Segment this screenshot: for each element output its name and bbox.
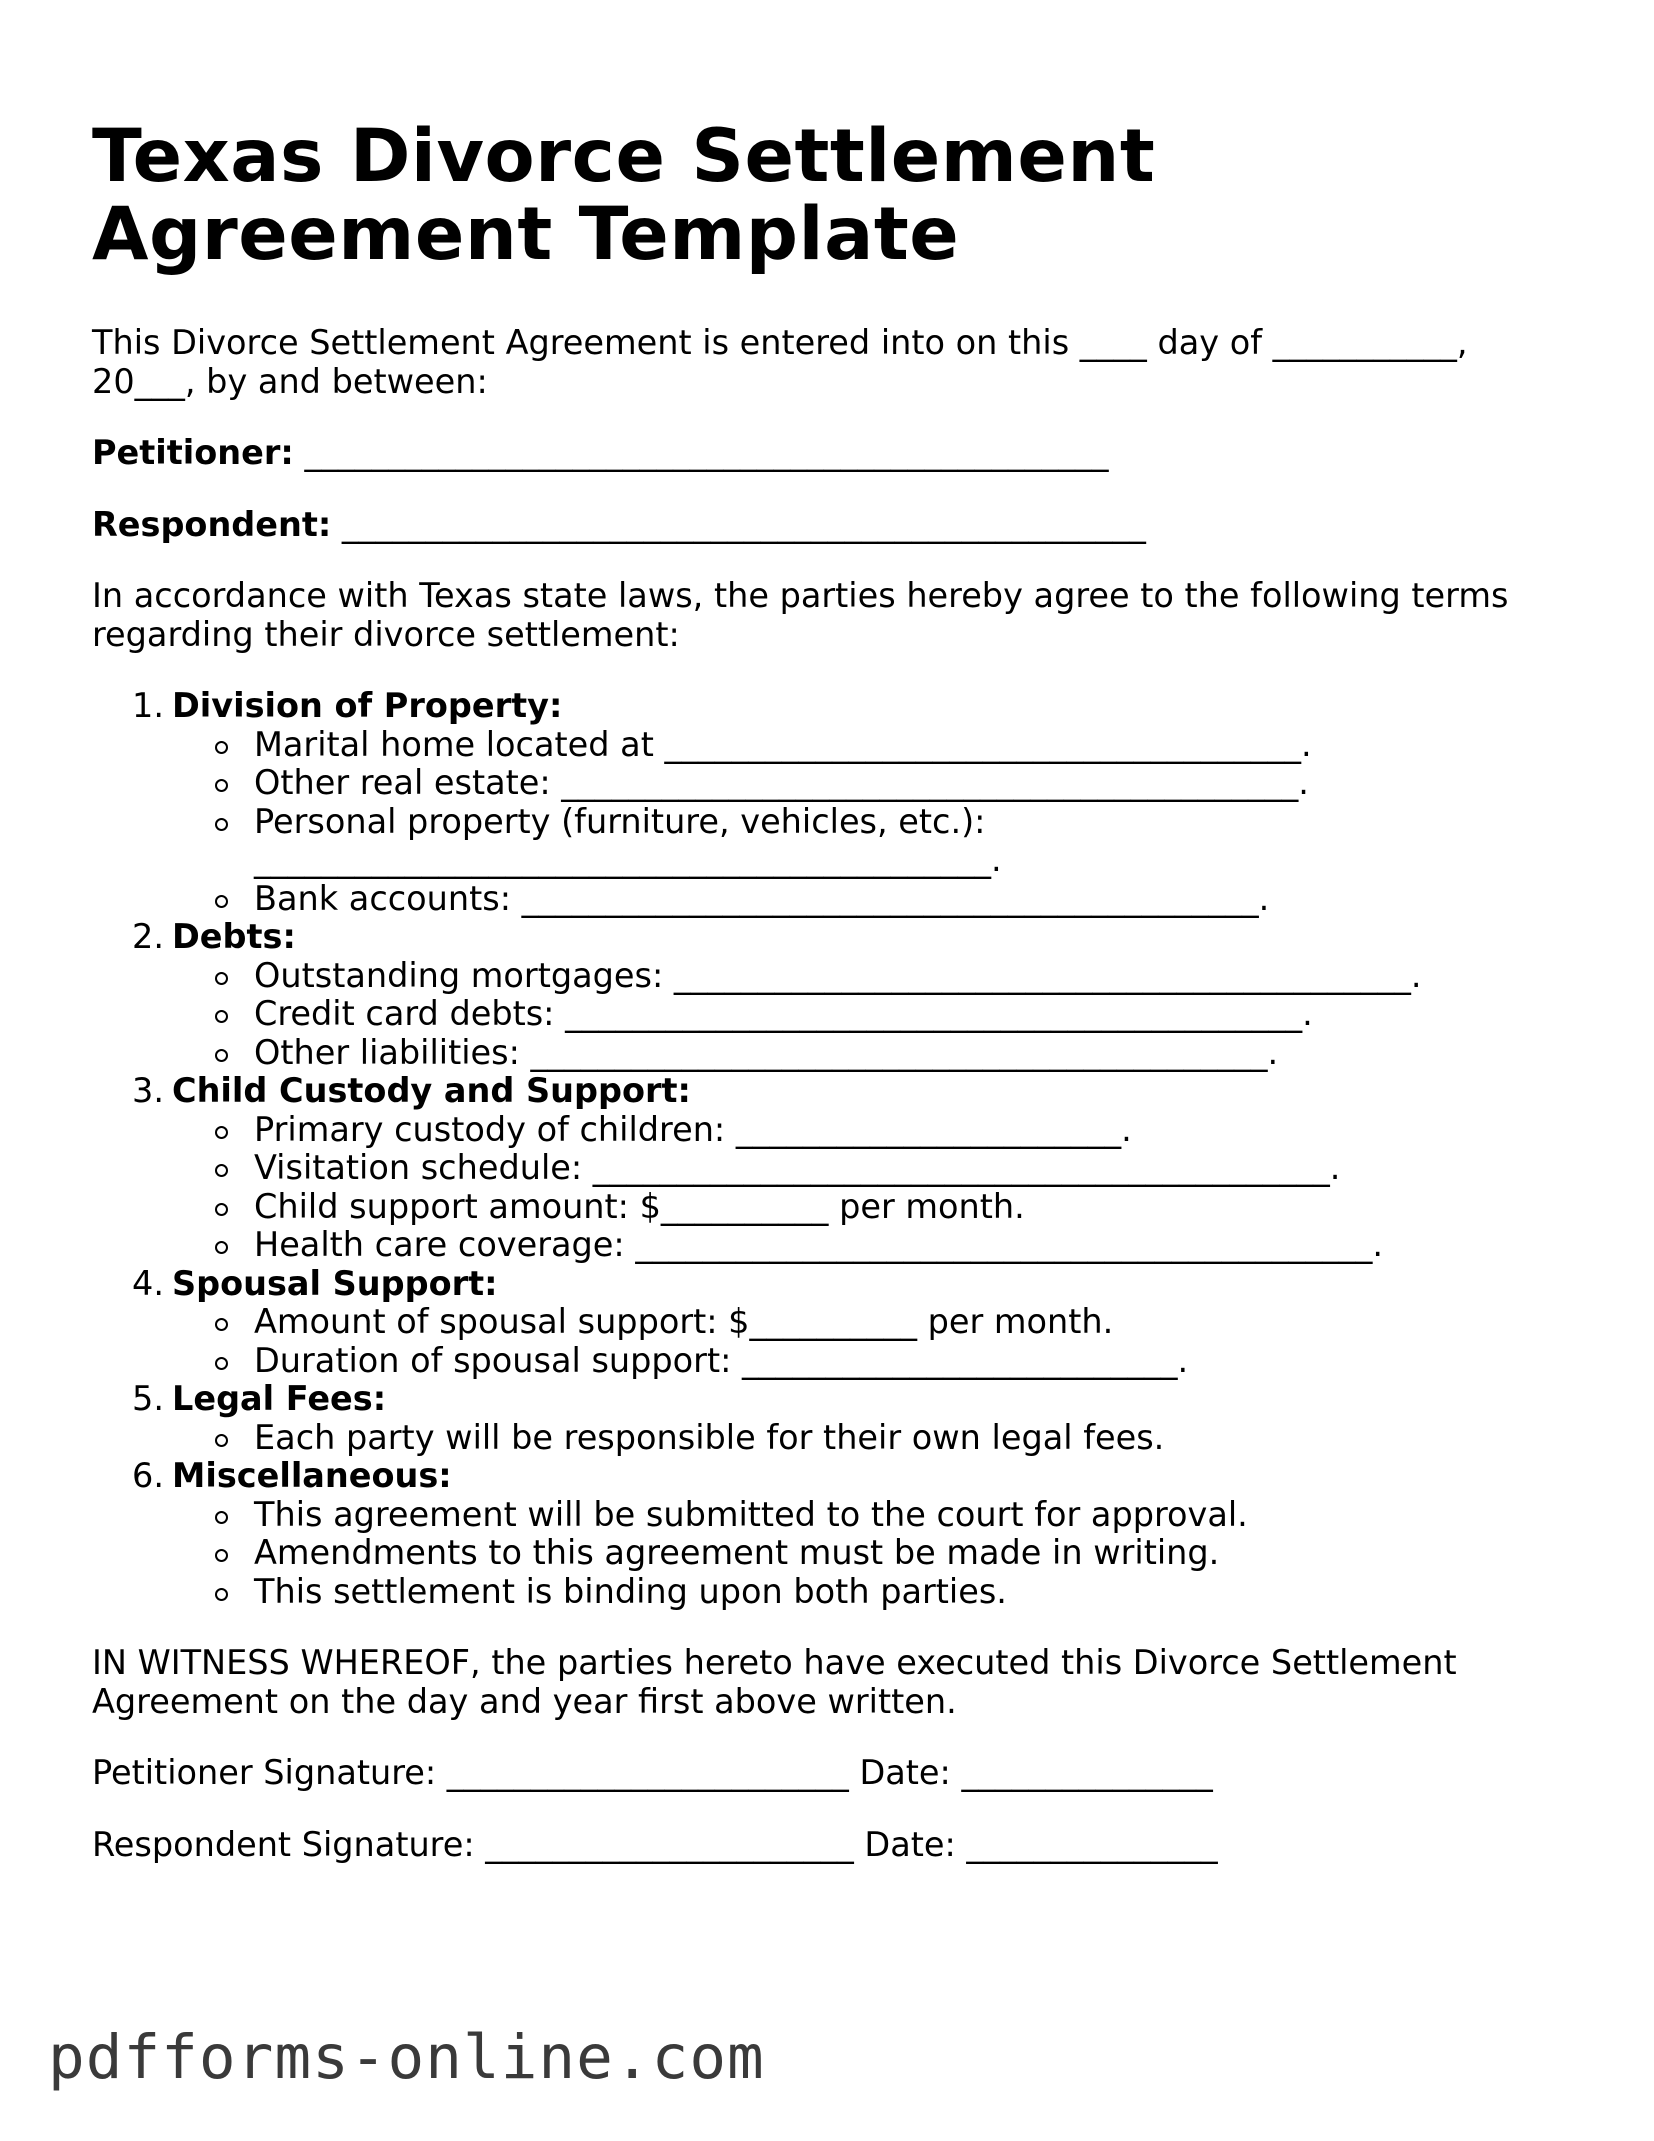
petitioner-signature-line: Petitioner Signature: ________________________ Date: _______________ [92,1753,1213,1792]
section-number: 2. [132,917,164,956]
list-item: This agreement will be submitted to the court for approval. [172,1496,1572,1535]
document-page [92,114,1572,1864]
section-child-custody [92,1072,1572,1265]
list-item: Child support amount: $__________ per month. [172,1188,1572,1227]
document-title: Texas Divorce Settlement Agreement Template [92,114,1156,277]
section-number: 1. [132,686,164,725]
intro-paragraph: This Divorce Settlement Agreement is entered into on this ____ day of ___________, 20___, by and between: [92,323,1468,401]
petitioner-label: Petitioner: [92,433,294,472]
list-item: Bank accounts: ____________________________________________. [172,880,1572,919]
petitioner-blank: ________________________________________________ [304,433,1109,472]
list-item: Marital home located at ______________________________________. [172,726,1572,765]
terms-list [92,687,1572,1611]
respondent-signature-line: Respondent Signature: ______________________ Date: _______________ [92,1824,1218,1864]
witness-paragraph: IN WITNESS WHEREOF, the parties hereto have executed this Divorce Settlement Agreement on the day and year first above written. [92,1643,1457,1721]
list-item: Other real estate: ____________________________________________. [172,764,1572,803]
list-item: Visitation schedule: ____________________________________________. [172,1149,1572,1188]
section-spousal-support [92,1265,1572,1381]
section-number: 6. [132,1456,164,1495]
respondent-field [92,506,1572,545]
list-item: Primary custody of children: _______________________. [172,1111,1572,1150]
list-item: Personal property (furniture, vehicles, etc.): ____________________________________________. [172,803,1572,880]
list-item: This settlement is binding upon both parties. [172,1573,1572,1612]
section-legal-fees [92,1380,1572,1457]
section-number: 3. [132,1071,164,1110]
section-heading: Debts: [172,917,296,956]
list-item: Amount of spousal support: $__________ per month. [172,1303,1572,1342]
watermark-footer: pdfforms-online.com [48,2022,765,2093]
section-miscellaneous [92,1457,1572,1611]
list-item: Other liabilities: ____________________________________________. [172,1034,1572,1073]
list-item: Duration of spousal support: __________________________. [172,1342,1572,1381]
respondent-label: Respondent: [92,504,332,544]
petitioner-field [92,434,1572,473]
section-heading: Spousal Support: [172,1263,498,1303]
list-item: Health care coverage: ____________________________________________. [172,1226,1572,1265]
list-item: Each party will be responsible for their own legal fees. [172,1419,1572,1458]
section-debts [92,918,1572,1072]
list-item: Credit card debts: ____________________________________________. [172,995,1572,1034]
list-item: Amendments to this agreement must be made in writing. [172,1534,1572,1573]
section-heading: Division of Property: [172,686,563,725]
section-number: 5. [132,1379,164,1418]
section-number: 4. [132,1263,164,1303]
list-item: Outstanding mortgages: ____________________________________________. [172,957,1572,996]
section-heading: Child Custody and Support: [172,1071,691,1110]
section-heading: Miscellaneous: [172,1456,452,1495]
section-division-of-property [92,687,1572,918]
respondent-blank: ________________________________________________ [341,504,1146,544]
section-heading: Legal Fees: [172,1379,387,1418]
accordance-paragraph: In accordance with Texas state laws, the parties hereby agree to the following terms regarding their divorce settlement: [92,576,1509,654]
